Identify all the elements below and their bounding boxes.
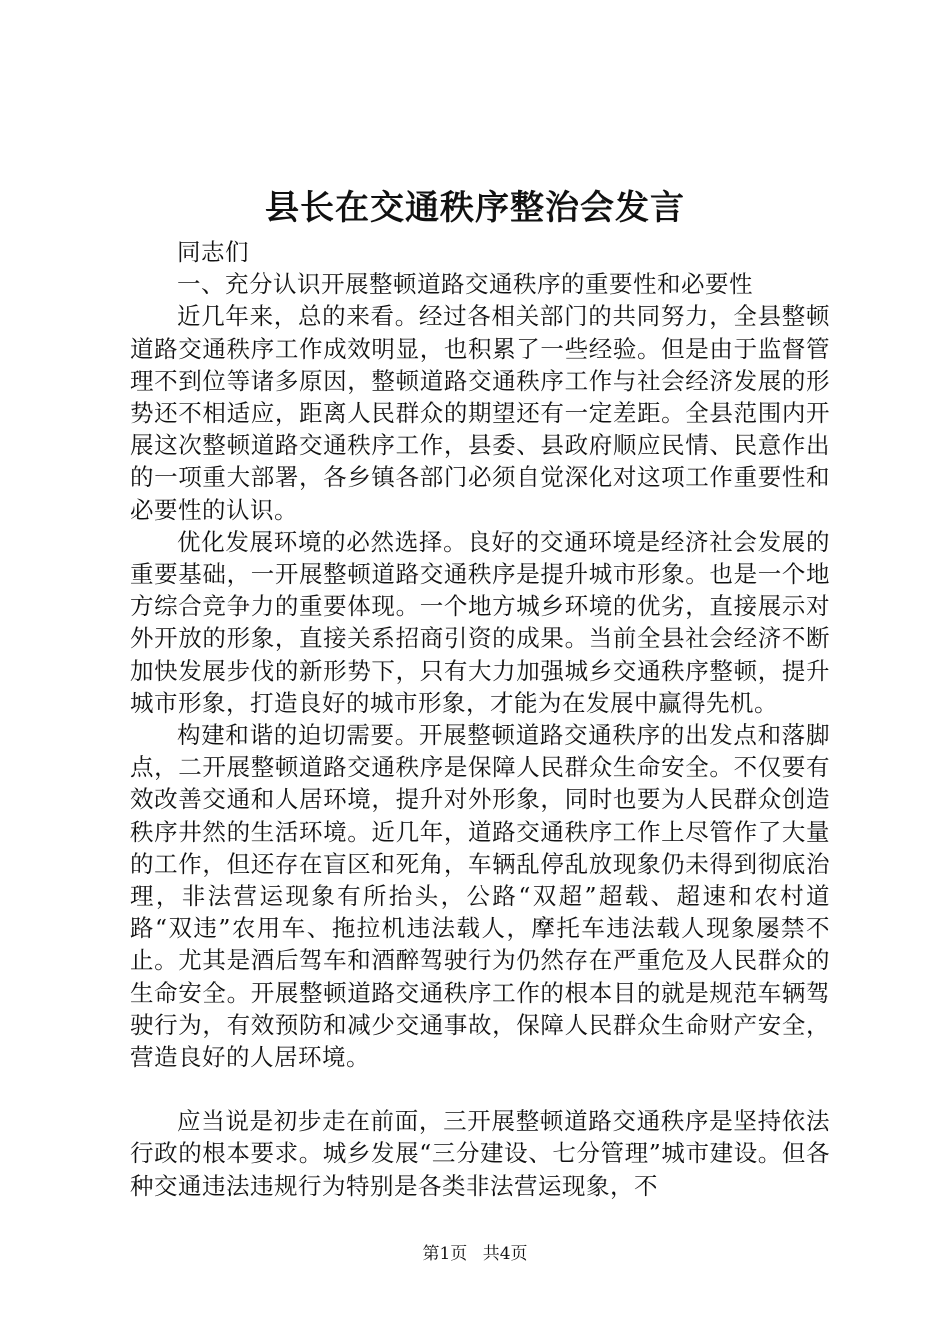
page-total: 共4页 [482, 1244, 528, 1264]
body-paragraph: 应当说是初步走在前面，三开展整顿道路交通秩序是坚持依法行政的根本要求。城乡发展“三分建设、七分管理”城市建设。但各种交通违法违规行为特别是各类非法营运现象，不 [130, 1107, 830, 1200]
salutation: 同志们 [177, 238, 249, 266]
document-body [130, 236, 830, 1202]
page-number: 第1页 [422, 1244, 468, 1264]
document-title: 县长在交通秩序整治会发言 [265, 188, 685, 228]
body-paragraph: 近几年来，总的来看。经过各相关部门的共同努力，全县整顿道路交通秩序工作成效明显，也积累了一些经验。但是由于监督管理不到位等诸多原因，整顿道路交通秩序工作与社会经济发展的形势还不相适应，距离人民群众的期望还有一定差距。全县范围内开展这次整顿道路交通秩序工作，县委、县政府顺应民情、民意作出的一项重大部署，各乡镇各部门必须自觉深化对这项工作重要性和必要性的认识。 [130, 302, 830, 524]
body-paragraph: 构建和谐的迫切需要。开展整顿道路交通秩序的出发点和落脚点，二开展整顿道路交通秩序是保障人民群众生命安全。不仅要有效改善交通和人居环境，提升对外形象，同时也要为人民群众创造秩序井然的生活环境。近几年，道路交通秩序工作上尽管作了大量的工作，但还存在盲区和死角，车辆乱停乱放现象仍未得到彻底治理，非法营运现象有所抬头，公路“双超”超载、超速和农村道路“双违”农用车、拖拉机违法载人，摩托车违法载人现象屡禁不止。尤其是酒后驾车和酒醉驾驶行为仍然存在严重危及人民群众的生命安全。开展整顿道路交通秩序工作的根本目的就是规范车辆驾驶行为，有效预防和减少交通事故，保障人民群众生命财产安全，营造良好的人居环境。 [130, 721, 830, 1072]
page-footer [0, 1242, 950, 1266]
section-heading: 一、充分认识开展整顿道路交通秩序的重要性和必要性 [177, 270, 753, 299]
body-paragraph: 优化发展环境的必然选择。良好的交通环境是经济社会发展的重要基础，一开展整顿道路交通秩序是提升城市形象。也是一个地方综合竞争力的重要体现。一个地方城乡环境的优劣，直接展示对外开放的形象，直接关系招商引资的成果。当前全县社会经济不断加快发展步伐的新形势下，只有大力加强城乡交通秩序整顿，提升城市形象，打造良好的城市形象，才能为在发展中赢得先机。 [130, 527, 830, 717]
